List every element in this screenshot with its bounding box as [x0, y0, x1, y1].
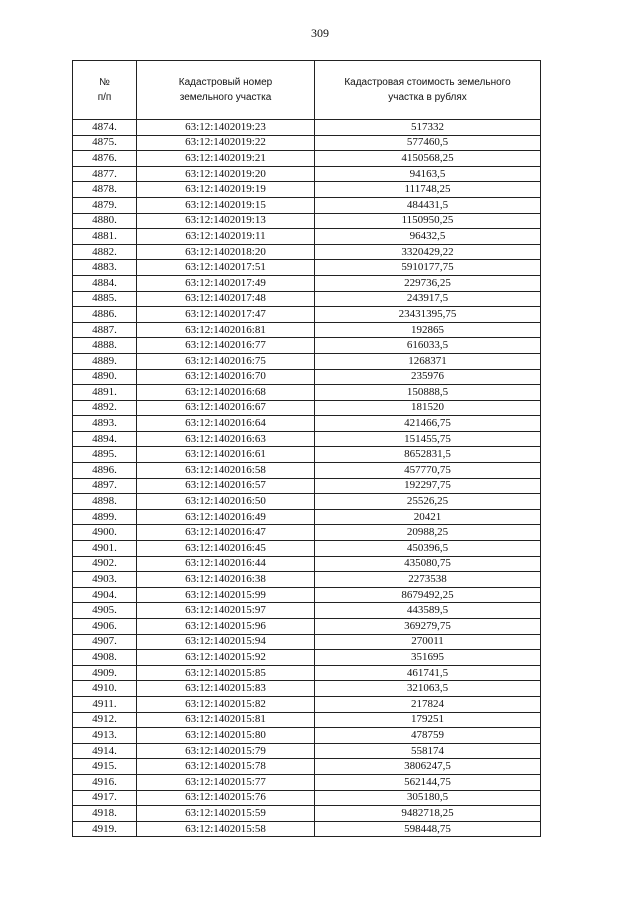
cadastral-value-cell: 20988,25: [315, 525, 541, 541]
cadastral-number-cell: 63:12:1402016:81: [137, 322, 315, 338]
row-number-cell: 4917.: [73, 790, 137, 806]
cadastral-number-cell: 63:12:1402016:57: [137, 478, 315, 494]
row-number-cell: 4897.: [73, 478, 137, 494]
cadastral-number-cell: 63:12:1402019:13: [137, 213, 315, 229]
cadastral-value-cell: 235976: [315, 369, 541, 385]
row-number-cell: 4894.: [73, 431, 137, 447]
cadastral-value-cell: 243917,5: [315, 291, 541, 307]
cadastral-value-cell: 577460,5: [315, 135, 541, 151]
cadastral-number-cell: 63:12:1402019:23: [137, 120, 315, 136]
table-row: [73, 120, 541, 136]
row-number-cell: 4882.: [73, 244, 137, 260]
row-number-cell: 4900.: [73, 525, 137, 541]
table-header-row: [73, 61, 541, 120]
table-row: [73, 322, 541, 338]
cadastral-number-cell: 63:12:1402016:75: [137, 353, 315, 369]
row-number-cell: 4910.: [73, 681, 137, 697]
row-number-cell: 4883.: [73, 260, 137, 276]
cadastral-number-cell: 63:12:1402017:48: [137, 291, 315, 307]
table-row: [73, 229, 541, 245]
cadastral-value-cell: 351695: [315, 650, 541, 666]
cadastral-value-cell: 8679492,25: [315, 587, 541, 603]
row-number-cell: 4877.: [73, 166, 137, 182]
cadastral-number-cell: 63:12:1402015:58: [137, 821, 315, 837]
table-row: [73, 572, 541, 588]
row-number-cell: 4895.: [73, 447, 137, 463]
table-row: [73, 743, 541, 759]
table-row: [73, 275, 541, 291]
table-row: [73, 650, 541, 666]
cadastral-value-cell: 181520: [315, 400, 541, 416]
row-number-cell: 4915.: [73, 759, 137, 775]
table-row: [73, 525, 541, 541]
cadastral-value-cell: 96432,5: [315, 229, 541, 245]
table-row: [73, 416, 541, 432]
row-number-cell: 4893.: [73, 416, 137, 432]
table-row: [73, 151, 541, 167]
row-number-cell: 4901.: [73, 541, 137, 557]
row-number-cell: 4888.: [73, 338, 137, 354]
header-line: №: [99, 77, 110, 88]
cadastral-value-cell: 1268371: [315, 353, 541, 369]
row-number-cell: 4874.: [73, 120, 137, 136]
row-number-cell: 4896.: [73, 463, 137, 479]
table-row: [73, 307, 541, 323]
cadastral-number-cell: 63:12:1402016:67: [137, 400, 315, 416]
cadastral-value-cell: 461741,5: [315, 665, 541, 681]
cadastral-number-cell: 63:12:1402015:99: [137, 587, 315, 603]
cadastral-number-cell: 63:12:1402015:82: [137, 696, 315, 712]
table-row: [73, 369, 541, 385]
header-line: Кадастровый номер: [178, 77, 273, 88]
cadastral-number-cell: 63:12:1402015:77: [137, 774, 315, 790]
cadastral-value-cell: 484431,5: [315, 197, 541, 213]
cadastral-number-cell: 63:12:1402019:21: [137, 151, 315, 167]
cadastral-number-cell: 63:12:1402016:50: [137, 494, 315, 510]
cadastral-value-cell: 3320429,22: [315, 244, 541, 260]
table-row: [73, 728, 541, 744]
cadastral-number-cell: 63:12:1402018:20: [137, 244, 315, 260]
cadastral-number-cell: 63:12:1402015:96: [137, 619, 315, 635]
table-row: [73, 712, 541, 728]
cadastral-value-cell: 1150950,25: [315, 213, 541, 229]
cadastral-value-cell: 305180,5: [315, 790, 541, 806]
row-number-cell: 4902.: [73, 556, 137, 572]
row-number-cell: 4886.: [73, 307, 137, 323]
table-row: [73, 603, 541, 619]
cadastral-value-cell: 20421: [315, 509, 541, 525]
cadastral-value-cell: 179251: [315, 712, 541, 728]
cadastral-number-cell: 63:12:1402019:15: [137, 197, 315, 213]
table-row: [73, 338, 541, 354]
cadastral-number-cell: 63:12:1402016:68: [137, 385, 315, 401]
header-line: Кадастровая стоимость земельного: [344, 77, 511, 88]
table-row: [73, 197, 541, 213]
cadastral-value-cell: 457770,75: [315, 463, 541, 479]
table-row: [73, 556, 541, 572]
cadastral-number-cell: 63:12:1402019:11: [137, 229, 315, 245]
row-number-cell: 4908.: [73, 650, 137, 666]
cadastral-value-cell: 217824: [315, 696, 541, 712]
cadastral-number-cell: 63:12:1402019:19: [137, 182, 315, 198]
row-number-cell: 4876.: [73, 151, 137, 167]
header-line: участка в рублях: [388, 92, 467, 103]
cadastral-number-cell: 63:12:1402016:64: [137, 416, 315, 432]
table-row: [73, 587, 541, 603]
table-row: [73, 385, 541, 401]
row-number-cell: 4906.: [73, 619, 137, 635]
header-line: п/п: [97, 92, 112, 103]
row-number-cell: 4889.: [73, 353, 137, 369]
cadastral-value-cell: 150888,5: [315, 385, 541, 401]
row-number-cell: 4880.: [73, 213, 137, 229]
table-row: [73, 681, 541, 697]
cadastral-number-cell: 63:12:1402015:80: [137, 728, 315, 744]
table-row: [73, 182, 541, 198]
table-row: [73, 291, 541, 307]
cadastral-number-cell: 63:12:1402015:97: [137, 603, 315, 619]
table-row: [73, 166, 541, 182]
row-number-cell: 4890.: [73, 369, 137, 385]
row-number-cell: 4875.: [73, 135, 137, 151]
table-row: [73, 447, 541, 463]
cadastral-number-cell: 63:12:1402015:78: [137, 759, 315, 775]
table-row: [73, 494, 541, 510]
header-cadastral-number: [137, 61, 315, 120]
cadastral-number-cell: 63:12:1402015:83: [137, 681, 315, 697]
row-number-cell: 4909.: [73, 665, 137, 681]
cadastral-number-cell: 63:12:1402017:49: [137, 275, 315, 291]
cadastral-value-cell: 4150568,25: [315, 151, 541, 167]
cadastral-value-cell: 616033,5: [315, 338, 541, 354]
cadastral-value-cell: 443589,5: [315, 603, 541, 619]
cadastral-number-cell: 63:12:1402016:63: [137, 431, 315, 447]
cadastral-number-cell: 63:12:1402015:85: [137, 665, 315, 681]
table-body: [73, 120, 541, 837]
cadastral-value-table: [72, 60, 541, 837]
cadastral-value-cell: 517332: [315, 120, 541, 136]
row-number-cell: 4898.: [73, 494, 137, 510]
row-number-cell: 4913.: [73, 728, 137, 744]
cadastral-value-cell: 8652831,5: [315, 447, 541, 463]
cadastral-number-cell: 63:12:1402016:77: [137, 338, 315, 354]
table-row: [73, 135, 541, 151]
cadastral-number-cell: 63:12:1402016:61: [137, 447, 315, 463]
row-number-cell: 4914.: [73, 743, 137, 759]
cadastral-number-cell: 63:12:1402019:22: [137, 135, 315, 151]
cadastral-value-cell: 369279,75: [315, 619, 541, 635]
cadastral-number-cell: 63:12:1402015:79: [137, 743, 315, 759]
cadastral-value-cell: 598448,75: [315, 821, 541, 837]
row-number-cell: 4881.: [73, 229, 137, 245]
table-row: [73, 541, 541, 557]
cadastral-value-cell: 229736,25: [315, 275, 541, 291]
cadastral-value-cell: 192865: [315, 322, 541, 338]
cadastral-value-cell: 192297,75: [315, 478, 541, 494]
table-row: [73, 431, 541, 447]
table-row: [73, 478, 541, 494]
table-row: [73, 260, 541, 276]
cadastral-value-cell: 421466,75: [315, 416, 541, 432]
cadastral-number-cell: 63:12:1402015:59: [137, 806, 315, 822]
row-number-cell: 4885.: [73, 291, 137, 307]
table-row: [73, 821, 541, 837]
table-row: [73, 790, 541, 806]
header-row-number: [73, 61, 137, 120]
row-number-cell: 4891.: [73, 385, 137, 401]
cadastral-value-cell: 558174: [315, 743, 541, 759]
cadastral-number-cell: 63:12:1402016:58: [137, 463, 315, 479]
row-number-cell: 4892.: [73, 400, 137, 416]
cadastral-value-cell: 23431395,75: [315, 307, 541, 323]
cadastral-value-cell: 321063,5: [315, 681, 541, 697]
cadastral-number-cell: 63:12:1402016:45: [137, 541, 315, 557]
cadastral-number-cell: 63:12:1402015:81: [137, 712, 315, 728]
cadastral-value-cell: 3806247,5: [315, 759, 541, 775]
row-number-cell: 4918.: [73, 806, 137, 822]
table-row: [73, 665, 541, 681]
table-row: [73, 244, 541, 260]
row-number-cell: 4899.: [73, 509, 137, 525]
row-number-cell: 4911.: [73, 696, 137, 712]
row-number-cell: 4907.: [73, 634, 137, 650]
row-number-cell: 4878.: [73, 182, 137, 198]
table-row: [73, 774, 541, 790]
table-row: [73, 696, 541, 712]
page-number: 309: [311, 26, 329, 40]
table-row: [73, 509, 541, 525]
cadastral-value-cell: 435080,75: [315, 556, 541, 572]
row-number-cell: 4919.: [73, 821, 137, 837]
cadastral-number-cell: 63:12:1402016:47: [137, 525, 315, 541]
table-row: [73, 400, 541, 416]
table-row: [73, 619, 541, 635]
table-row: [73, 806, 541, 822]
row-number-cell: 4884.: [73, 275, 137, 291]
cadastral-number-cell: 63:12:1402016:44: [137, 556, 315, 572]
cadastral-number-cell: 63:12:1402015:94: [137, 634, 315, 650]
cadastral-number-cell: 63:12:1402016:70: [137, 369, 315, 385]
cadastral-number-cell: 63:12:1402019:20: [137, 166, 315, 182]
cadastral-number-cell: 63:12:1402016:38: [137, 572, 315, 588]
table-row: [73, 634, 541, 650]
cadastral-value-cell: 94163,5: [315, 166, 541, 182]
cadastral-number-cell: 63:12:1402017:51: [137, 260, 315, 276]
cadastral-value-cell: 5910177,75: [315, 260, 541, 276]
cadastral-value-cell: 478759: [315, 728, 541, 744]
header-line: земельного участка: [179, 92, 272, 103]
row-number-cell: 4912.: [73, 712, 137, 728]
table-row: [73, 759, 541, 775]
cadastral-value-cell: 450396,5: [315, 541, 541, 557]
cadastral-number-cell: 63:12:1402015:76: [137, 790, 315, 806]
row-number-cell: 4904.: [73, 587, 137, 603]
row-number-cell: 4879.: [73, 197, 137, 213]
cadastral-number-cell: 63:12:1402015:92: [137, 650, 315, 666]
cadastral-number-cell: 63:12:1402017:47: [137, 307, 315, 323]
row-number-cell: 4916.: [73, 774, 137, 790]
table-row: [73, 463, 541, 479]
cadastral-value-cell: 2273538: [315, 572, 541, 588]
cadastral-number-cell: 63:12:1402016:49: [137, 509, 315, 525]
header-cadastral-value: [315, 61, 541, 120]
table-row: [73, 213, 541, 229]
cadastral-value-cell: 9482718,25: [315, 806, 541, 822]
cadastral-value-cell: 111748,25: [315, 182, 541, 198]
cadastral-value-cell: 270011: [315, 634, 541, 650]
row-number-cell: 4903.: [73, 572, 137, 588]
cadastral-value-cell: 25526,25: [315, 494, 541, 510]
row-number-cell: 4905.: [73, 603, 137, 619]
row-number-cell: 4887.: [73, 322, 137, 338]
cadastral-value-cell: 562144,75: [315, 774, 541, 790]
table-row: [73, 353, 541, 369]
cadastral-value-cell: 151455,75: [315, 431, 541, 447]
